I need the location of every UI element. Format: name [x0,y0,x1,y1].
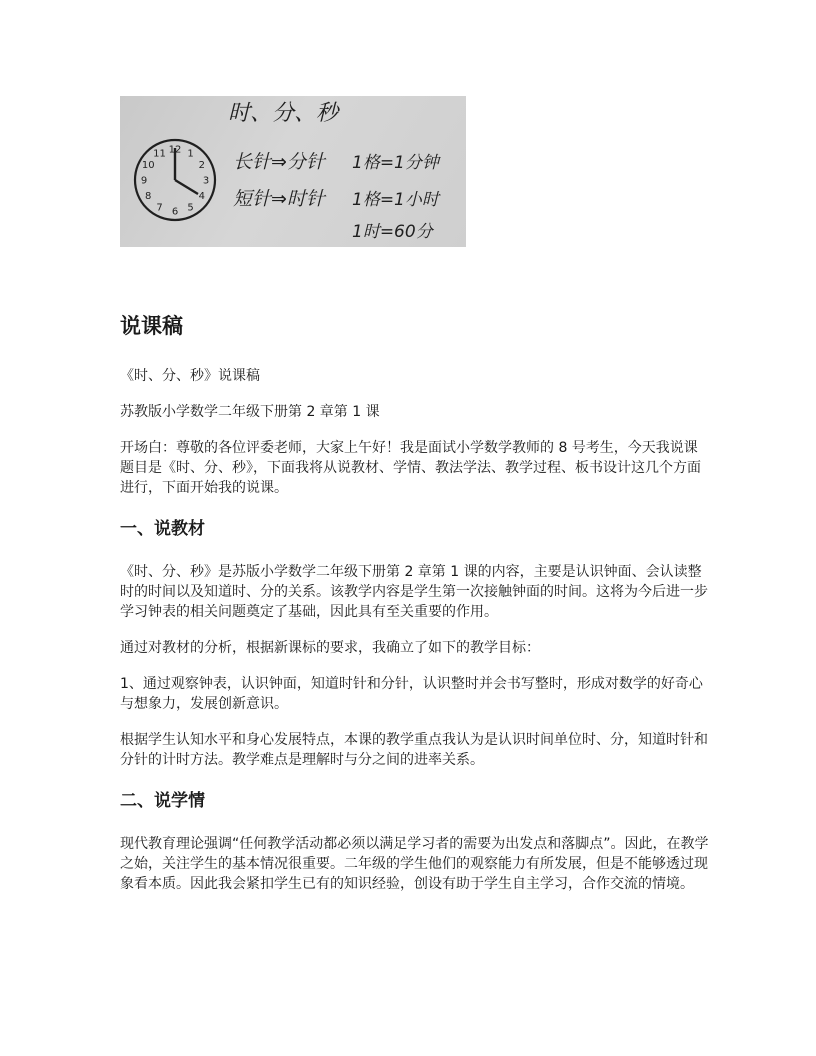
key-points-paragraph: 根据学生认知水平和身心发展特点，本课的教学重点我认为是认识时间单位时、分，知道时针和分针的计时方法。教学难点是理解时与分之间的进率关系。 [120,732,708,768]
opening-paragraph: 开场白：尊敬的各位评委老师，大家上午好！我是面试小学数学教师的 8 号考生，今天我说课题目是《时、分、秒》，下面我将从说教材、学情、教法学法、教学过程、板书设计这几个方面进行，下面开始我的说课。 [120,440,701,496]
clock-number: 10 [141,160,155,171]
clock-number: 5 [187,202,194,214]
textbook-paragraph: 《时、分、秒》是苏版小学数学二年级下册第 2 章第 1 课的内容，主要是认识钟面、会认读整时的时间以及知道时、分的关系。该教学内容是学生第一次接触钟面的时间。这将为今后进一步学习钟表的相关问题奠定了基础，因此具有至关重要的作用。 [120,564,708,620]
clock-number: 11 [153,148,166,160]
note-hour-minutes: 1时=60分 [352,222,433,242]
clock-number: 4 [198,191,205,202]
clock-number: 6 [171,206,179,218]
note-minute-unit: 1格=1分钟 [352,153,439,173]
objective-item-1: 1、通过观察钟表，认识钟面，知道时针和分针，认识整时并会书写整时，形成对数学的好奇心与想象力，发展创新意识。 [120,676,703,712]
objectives-intro: 通过对教材的分析，根据新课标的要求，我确立了如下的教学目标： [120,640,540,656]
handwriting-drawing [120,96,466,247]
learners-paragraph: 现代教育理论强调“任何教学活动都必须以满足学习者的需要为出发点和落脚点”。因此，在教学之始，关注学生的基本情况很重要。二年级的学生他们的观察能力有所发展，但是不能够透过现象看本质。因此我会紧扣学生已有的知识经验，创设有助于学生自主学习，合作交流的情境。 [120,836,709,892]
clock-number: 9 [140,175,148,187]
note-hour-unit: 1格=1小时 [352,190,439,210]
clock-number: 7 [156,202,163,214]
course-info: 苏教版小学数学二年级下册第 2 章第 1 课 [120,404,380,420]
clock-number: 12 [168,144,182,156]
note-long-hand: 长针⇒分针 [233,151,325,173]
lesson-title: 《时、分、秒》说课稿 [120,368,260,384]
handwritten-notes-photo [120,96,466,247]
section-heading-learners: 二、说学情 [120,791,205,811]
section-heading-textbook: 一、说教材 [120,519,205,539]
clock-drawing [135,140,215,220]
hour-hand [175,180,198,194]
clock-number: 8 [145,191,152,202]
document-title: 说课稿 [120,314,183,338]
clock-number: 3 [202,175,210,187]
clock-number: 1 [187,148,194,160]
photo-title: 时、分、秒 [228,101,339,126]
note-short-hand: 短针⇒时针 [233,188,325,210]
clock-number: 2 [198,160,205,171]
document-body [120,311,710,894]
